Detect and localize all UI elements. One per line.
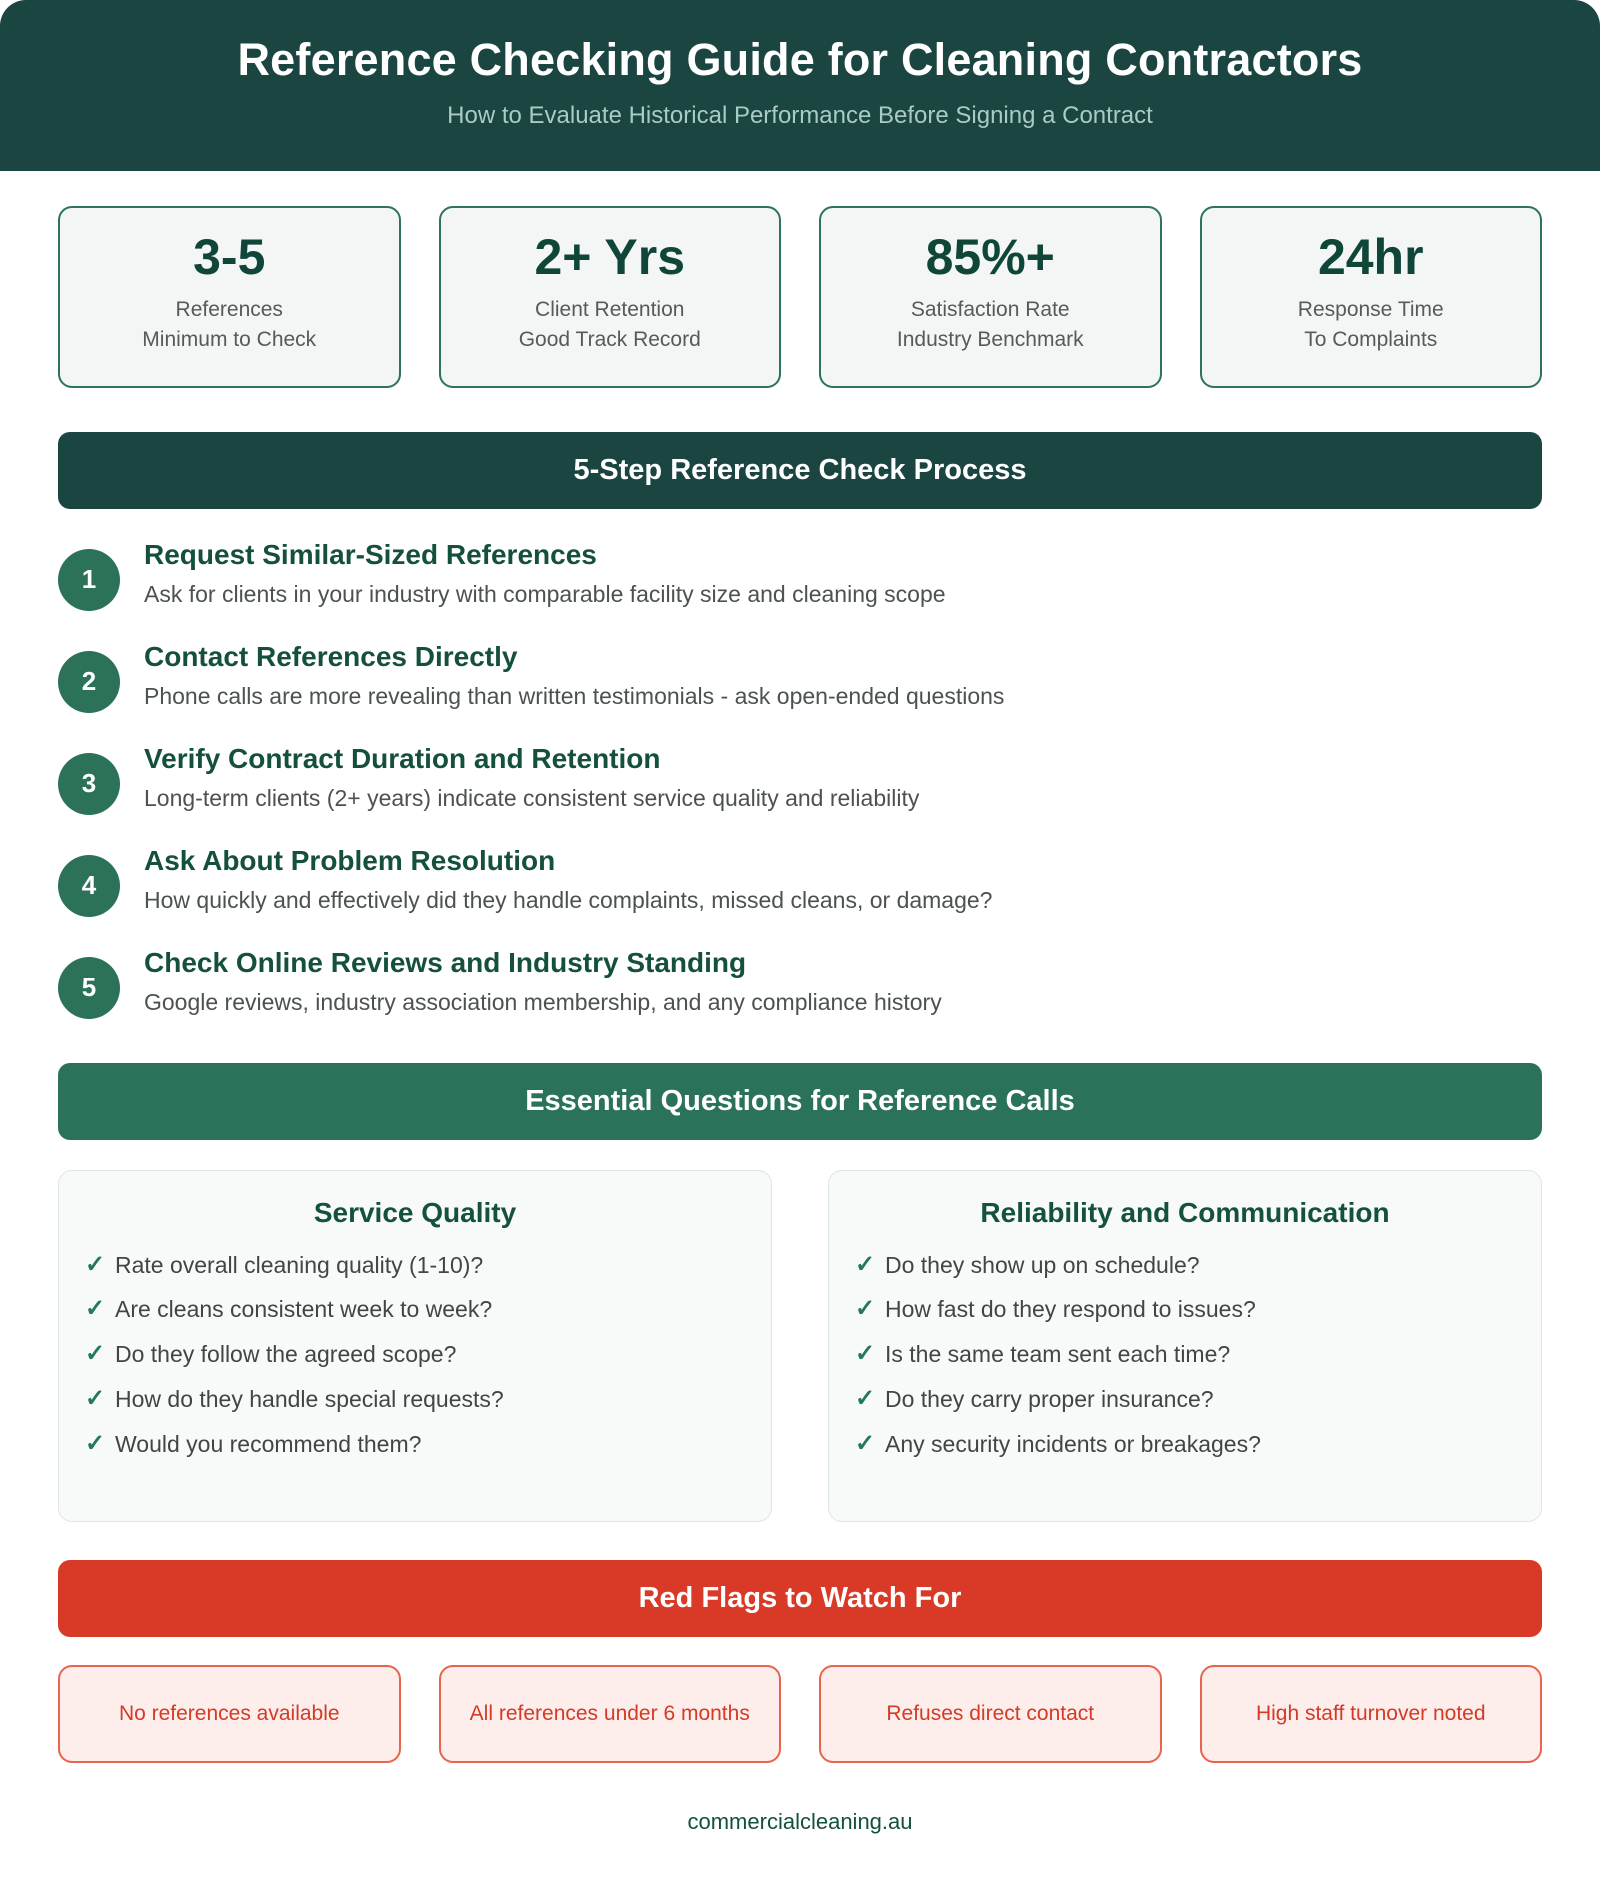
question-text: Rate overall cleaning quality (1-10)?	[115, 1251, 484, 1278]
step-description: Long-term clients (2+ years) indicate consistent service quality and reliability	[144, 784, 920, 811]
questions-row	[0, 1140, 1600, 1522]
red-flag-card: No references available	[58, 1665, 401, 1763]
question-item	[855, 1340, 1515, 1369]
stat-value: 2+ Yrs	[534, 228, 686, 285]
stat-value: 3-5	[193, 228, 266, 285]
question-text: Do they follow the agreed scope?	[115, 1341, 457, 1368]
process-step	[58, 739, 1542, 815]
step-description: Ask for clients in your industry with comparable facility size and cleaning scope	[144, 580, 946, 607]
step-body	[120, 535, 946, 610]
question-item	[85, 1340, 745, 1369]
stat-label-secondary: Minimum to Check	[142, 327, 317, 351]
red-flags-section-banner: Red Flags to Watch For	[58, 1560, 1542, 1637]
stat-value: 24hr	[1317, 228, 1424, 285]
stat-value: 85%+	[925, 228, 1055, 285]
step-title: Request Similar-Sized References	[144, 538, 597, 570]
question-card-reliability-communication	[828, 1170, 1542, 1522]
check-icon: ✓	[85, 1250, 106, 1278]
stat-label-primary: Client Retention	[535, 297, 685, 321]
red-flag-card: High staff turnover noted	[1200, 1665, 1543, 1763]
page-subtitle: How to Evaluate Historical Performance Before Signing a Contract	[447, 101, 1153, 129]
step-description: Google reviews, industry association membership, and any compliance history	[144, 988, 942, 1015]
step-number-badge: 3	[58, 753, 120, 815]
step-description: Phone calls are more revealing than written testimonials - ask open-ended questions	[144, 682, 1005, 709]
check-icon: ✓	[855, 1250, 876, 1278]
check-icon: ✓	[855, 1384, 876, 1412]
stat-card	[58, 206, 401, 388]
check-icon: ✓	[85, 1429, 106, 1457]
step-number-badge: 2	[58, 651, 120, 713]
question-text: Would you recommend them?	[115, 1430, 422, 1457]
step-body	[120, 841, 992, 916]
red-flag-card: Refuses direct contact	[819, 1665, 1162, 1763]
process-steps-list	[0, 509, 1600, 1019]
step-body	[120, 739, 919, 814]
red-flag-card: All references under 6 months	[439, 1665, 782, 1763]
step-body	[120, 943, 942, 1018]
question-text: Do they carry proper insurance?	[885, 1385, 1214, 1412]
question-text: Do they show up on schedule?	[885, 1251, 1200, 1278]
check-icon: ✓	[85, 1384, 106, 1412]
stats-row	[0, 171, 1600, 388]
check-icon: ✓	[855, 1340, 876, 1368]
stat-label-primary: Satisfaction Rate	[910, 297, 1070, 321]
process-step	[58, 841, 1542, 917]
question-item	[855, 1295, 1515, 1324]
red-flags-row	[0, 1637, 1600, 1763]
question-item	[85, 1430, 745, 1459]
question-item	[855, 1385, 1515, 1414]
stat-label-primary: References	[175, 297, 283, 321]
question-item	[85, 1295, 745, 1324]
step-description: How quickly and effectively did they handle complaints, missed cleans, or damage?	[144, 886, 993, 913]
step-number-badge: 4	[58, 855, 120, 917]
footer-site-name: commercialcleaning.au	[687, 1808, 913, 1834]
stat-card	[439, 206, 782, 388]
stat-label-secondary: Industry Benchmark	[896, 327, 1084, 351]
question-item	[855, 1430, 1515, 1459]
process-step	[58, 637, 1542, 713]
question-text: Any security incidents or breakages?	[885, 1430, 1261, 1457]
question-card-title: Service Quality	[313, 1196, 517, 1228]
stat-label-primary: Response Time	[1297, 297, 1444, 321]
question-text: How fast do they respond to issues?	[885, 1296, 1256, 1323]
question-card-service-quality	[58, 1170, 772, 1522]
question-item	[85, 1251, 745, 1280]
check-icon: ✓	[855, 1295, 876, 1323]
step-title: Verify Contract Duration and Retention	[144, 742, 661, 774]
page-title: Reference Checking Guide for Cleaning Contractors	[237, 34, 1363, 85]
stat-card	[1200, 206, 1543, 388]
step-body	[120, 637, 1004, 712]
question-text: Is the same team sent each time?	[885, 1341, 1231, 1368]
check-icon: ✓	[85, 1340, 106, 1368]
stat-card	[819, 206, 1162, 388]
question-list	[855, 1251, 1515, 1459]
question-text: Are cleans consistent week to week?	[115, 1296, 493, 1323]
step-title: Check Online Reviews and Industry Standing	[144, 946, 747, 978]
process-section-banner: 5-Step Reference Check Process	[58, 432, 1542, 509]
step-number-badge: 5	[58, 957, 120, 1019]
questions-section-banner: Essential Questions for Reference Calls	[58, 1063, 1542, 1140]
step-number-badge: 1	[58, 549, 120, 611]
question-card-title: Reliability and Communication	[980, 1196, 1390, 1228]
stat-label-secondary: To Complaints	[1304, 327, 1438, 351]
step-title: Contact References Directly	[144, 640, 518, 672]
check-icon: ✓	[855, 1429, 876, 1457]
header-banner	[0, 0, 1600, 171]
question-text: How do they handle special requests?	[115, 1385, 504, 1412]
question-item	[85, 1385, 745, 1414]
process-step	[58, 535, 1542, 611]
step-title: Ask About Problem Resolution	[144, 844, 556, 876]
check-icon: ✓	[85, 1295, 106, 1323]
process-step	[58, 943, 1542, 1019]
question-list	[85, 1251, 745, 1459]
stat-label-secondary: Good Track Record	[518, 327, 701, 351]
question-item	[855, 1251, 1515, 1280]
